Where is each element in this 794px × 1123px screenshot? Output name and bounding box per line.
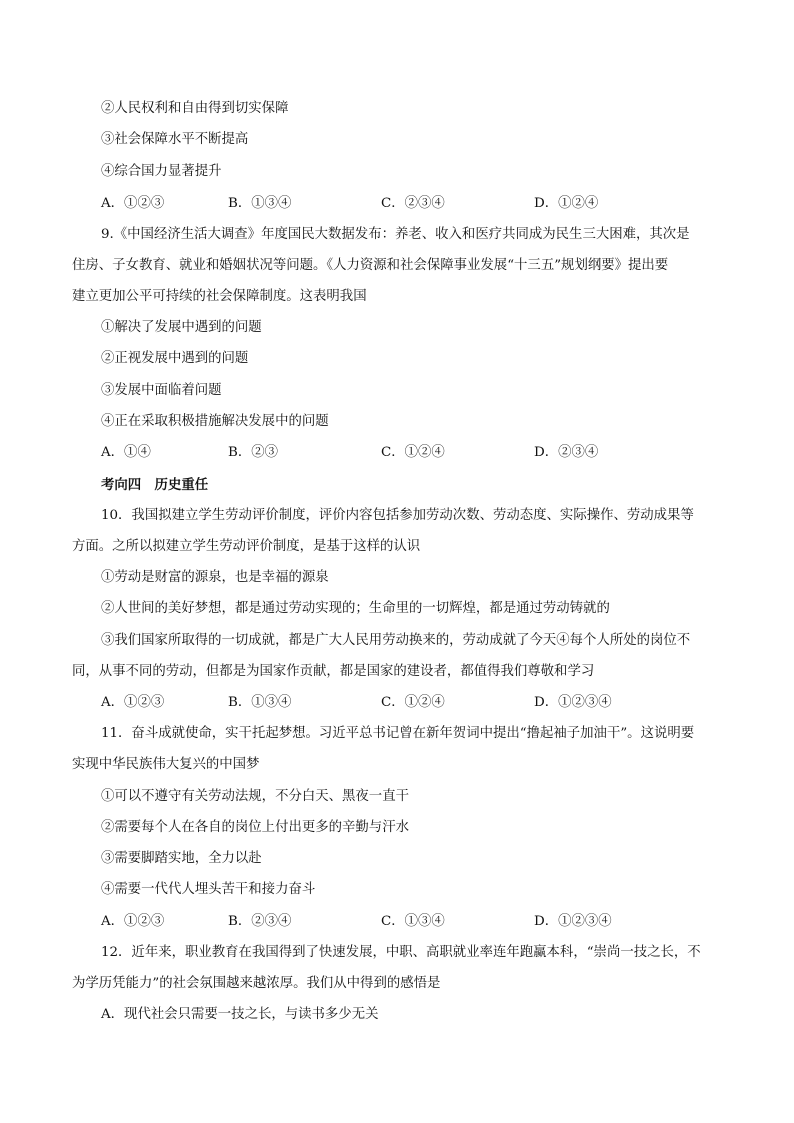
q11-item-2: ②需要每个人在各自的岗位上付出更多的辛勤与汗水 <box>101 820 409 835</box>
q10-option-c: C．①②④ <box>381 695 445 710</box>
q8-item-4: ④综合国力显著提升 <box>101 164 222 179</box>
q12-stem-line-1: 12．近年来，职业教育在我国得到了快速发展，中职、高职就业率连年跑赢本科，“崇尚一技之长，不 <box>101 945 701 960</box>
q10-stem-line-2: 方面。之所以拟建立学生劳动评价制度，是基于这样的认识 <box>72 539 421 554</box>
q10-item-3: ③我们国家所取得的一切成就，都是广大人民用劳动换来的，劳动成就了今天④每个人所处的岗位不 <box>101 633 691 648</box>
q11-stem-line-2: 实现中华民族伟大复兴的中国梦 <box>72 757 260 772</box>
q10-option-b: B．①③④ <box>228 695 292 710</box>
q9-option-c: C．①②④ <box>381 445 445 460</box>
section-heading: 考向四 历史重任 <box>101 477 209 493</box>
q9-option-a: A．①④ <box>101 445 151 460</box>
q8-option-a: A．①②③ <box>101 196 165 211</box>
q9-item-3: ③发展中面临着问题 <box>101 383 222 398</box>
q9-option-d: D．②③④ <box>534 445 599 460</box>
q11-option-d: D．①②③④ <box>534 914 612 929</box>
q9-stem-line-2: 住房、子女教育、就业和婚姻状况等问题。《人力资源和社会保障事业发展“十三五”规划纲要》提出要 <box>72 258 669 273</box>
q11-option-b: B．②③④ <box>228 914 292 929</box>
q8-option-c: C．②③④ <box>381 196 445 211</box>
q12-option-a: A．现代社会只需要一技之长，与读书多少无关 <box>101 1007 379 1022</box>
q10-item-2: ②人世间的美好梦想，都是通过劳动实现的；生命里的一切辉煌，都是通过劳动铸就的 <box>101 601 610 616</box>
q10-stem-line-1: 10．我国拟建立学生劳动评价制度，评价内容包括参加劳动次数、劳动态度、实际操作、劳动成果等 <box>101 508 694 523</box>
q12-stem-line-2: 为学历凭能力”的社会氛围越来越浓厚。我们从中得到的感悟是 <box>72 976 441 991</box>
q8-option-b: B．①③④ <box>228 196 292 211</box>
q9-stem-line-3: 建立更加公平可持续的社会保障制度。这表明我国 <box>72 289 367 304</box>
q8-item-2: ②人民权利和自由得到切实保障 <box>101 101 289 116</box>
q9-stem-line-1: 9.《中国经济生活大调查》年度国民大数据发布：养老、收入和医疗共同成为民生三大困难，其次是 <box>101 227 690 242</box>
q11-stem-line-1: 11．奋斗成就使命，实干托起梦想。习近平总书记曾在新年贺词中提出“撸起袖子加油干”。这说明要 <box>101 726 695 741</box>
q10-item-1: ①劳动是财富的源泉，也是幸福的源泉 <box>101 570 329 585</box>
q8-item-3: ③社会保障水平不断提高 <box>101 132 249 147</box>
q9-item-2: ②正视发展中遇到的问题 <box>101 351 249 366</box>
q11-option-c: C．①③④ <box>381 914 445 929</box>
q8-option-d: D．①②④ <box>534 196 599 211</box>
q11-item-1: ①可以不遵守有关劳动法规，不分白天、黑夜一直干 <box>101 789 409 804</box>
q9-item-4: ④正在采取积极措施解决发展中的问题 <box>101 414 329 429</box>
q11-option-a: A．①②③ <box>101 914 165 929</box>
q9-option-b: B．②③ <box>228 445 279 460</box>
q11-item-3: ③需要脚踏实地，全力以赴 <box>101 851 262 866</box>
q11-item-4: ④需要一代代人埋头苦干和接力奋斗 <box>101 882 316 897</box>
q9-item-1: ①解决了发展中遇到的问题 <box>101 320 262 335</box>
q10-option-a: A．①②③ <box>101 695 165 710</box>
q10-item-3-continued: 同，从事不同的劳动，但都是为国家作贡献，都是国家的建设者，都值得我们尊敬和学习 <box>72 664 595 679</box>
q10-option-d: D．①②③④ <box>534 695 612 710</box>
